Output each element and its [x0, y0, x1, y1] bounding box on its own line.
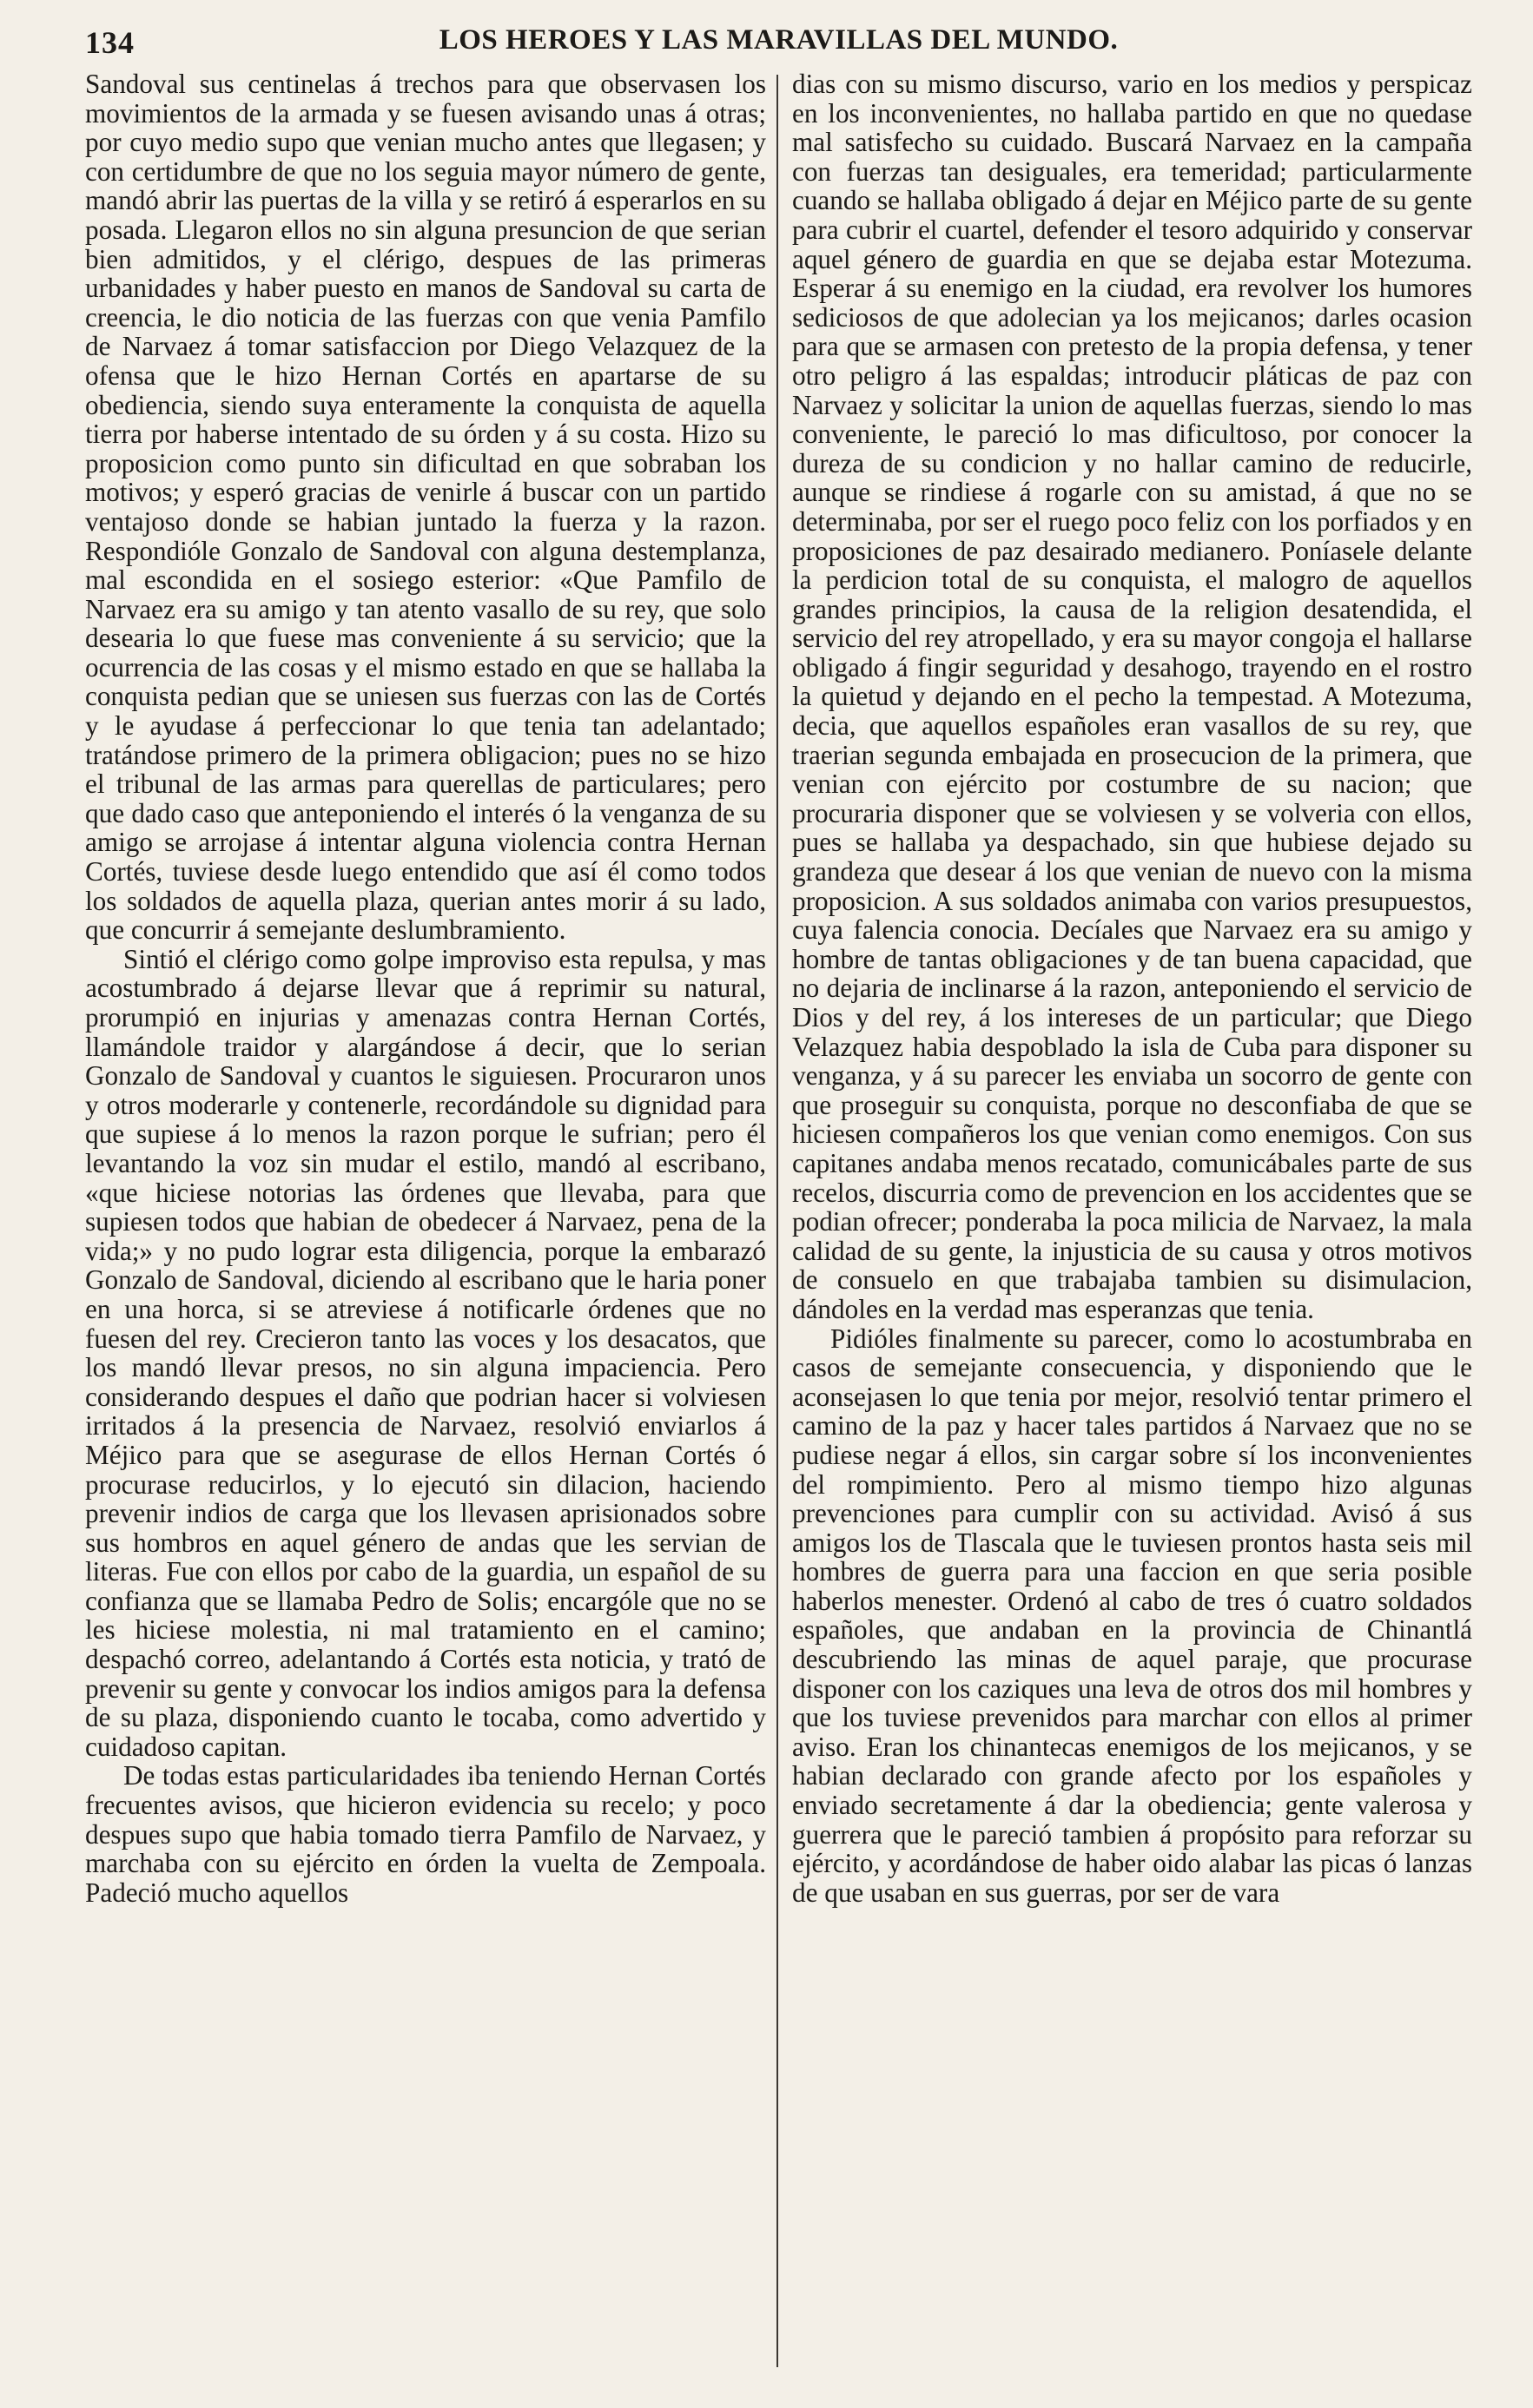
- right-column: [792, 69, 1472, 2379]
- page-number: 134: [85, 25, 135, 60]
- left-column: [85, 69, 766, 2379]
- running-title: LOS HEROES Y LAS MARAVILLAS DEL MUNDO.: [439, 24, 1119, 56]
- paragraph: De todas estas particularidades iba teniendo Hernan Cortés frecuentes avisos, que hicieron evidencia su recelo; y poco despues supo que habia tomado tierra Pamfilo de Narvaez, y marchaba con su ejército en órden la vuelta de Zempoala. Padeció mucho aquellos: [85, 1760, 766, 1908]
- paragraph: Sintió el clérigo como golpe improviso esta repulsa, y mas acostumbrado á dejarse llevar que á reprimir su natural, prorumpió en injurias y amenazas contra Hernan Cortés, llamándole traidor y alargándose á decir, que lo serian Gonzalo de Sandoval y cuantos le siguiesen. Procuraron unos y otros moderarle y contenerle, recordándole su dignidad para que supiese á lo menos la razon porque le sufrian; pero él levantando la voz sin mudar el estilo, mandó al escribano, «que hiciese notorias las órdenes que llevaba, para que supiesen todos que habian de obedecer á Narvaez, pena de la vida;» y no pudo lograr esta diligencia, porque la embarazó Gonzalo de Sandoval, diciendo al escribano que le haria poner en una horca, si se atreviese á notificarle órdenes que no fuesen del rey. Crecieron tanto las voces y los desacatos, que los mandó llevar presos, no sin alguna impaciencia. Pero considerando despues el daño que podrian hacer si volviesen irritados á la presencia de Narvaez, resolvió enviarlos á Méjico para que se asegurase de ellos Hernan Cortés ó procurase reducirlos, y lo ejecutó sin dilacion, haciendo prevenir indios de carga que los llevasen aprisionados sobre sus hombros en aquel género de andas que les servian de literas. Fue con ellos por cabo de la guardia, un español de su confianza que se llamaba Pedro de Solis; encargóle que no se les hiciese molestia, ni mal tratamiento en el camino; despachó correo, adelantando á Cortés esta noticia, y trató de prevenir su gente y convocar los indios amigos para la defensa de su plaza, disponiendo cuanto le tocaba, como advertido y cuidadoso capitan.: [85, 943, 766, 1762]
- column-divider: [776, 75, 778, 2367]
- running-head: [85, 24, 1472, 66]
- paragraph: Sandoval sus centinelas á trechos para que observasen los movimientos de la armada y se fuesen avisando unas á otras; por cuyo medio supo que venian mucho antes que llegasen; y con certidumbre de que no los seguia mayor número de gente, mandó abrir las puertas de la villa y se retiró á esperarlos en su posada. Llegaron ellos no sin alguna presuncion de que serian bien admitidos, y el clérigo, despues de las primeras urbanidades y haber puesto en manos de Sandoval su carta de creencia, le dio noticia de las fuerzas con que venia Pamfilo de Narvaez á tomar satisfaccion por Diego Velazquez de la ofensa que le hizo Hernan Cortés en apartarse de su obediencia, siendo suya enteramente la conquista de aquella tierra por haberse intentado de su órden y á su costa. Hizo su proposicion como punto sin dificultad en que sobraban los motivos; y esperó gracias de venirle á buscar con un partido ventajoso donde se habian juntado la fuerza y la razon. Respondióle Gonzalo de Sandoval con alguna destemplanza, mal escondida en el sosiego esterior: «Que Pamfilo de Narvaez era su amigo y tan atento vasallo de su rey, que solo desearia lo que fuese mas conveniente á su servicio; que la ocurrencia de las cosas y el mismo estado en que se hallaba la conquista pedian que se uniesen sus fuerzas con las de Cortés y le ayudase á perfeccionar lo que tenia tan adelantado; tratándose primero de la primera obligacion; pues no se hizo el tribunal de las armas para querellas de particulares; pero que dado caso que anteponiendo el interés ó la venganza de su amigo se arrojase á intentar alguna violencia contra Hernan Cortés, tuviese desde luego entendido que así él como todos los soldados de aquella plaza, querian antes morir á su lado, que concurrir á semejante deslumbramiento.: [85, 69, 766, 946]
- paragraph: dias con su mismo discurso, vario en los medios y perspicaz en los inconvenientes, no hallaba partido en que no quedase mal satisfecho su cuidado. Buscará Narvaez en la campaña con fuerzas tan desiguales, era temeridad; particularmente cuando se hallaba obligado á dejar en Méjico parte de su gente para cubrir el cuartel, defender el tesoro adquirido y conservar aquel género de guardia en que se dejaba estar Motezuma. Esperar á su enemigo en la ciudad, era revolver los humores sediciosos de que adolecian ya los mejicanos; darles ocasion para que se armasen con pretesto de la propia defensa, y tener otro peligro á las espaldas; introducir pláticas de paz con Narvaez y solicitar la union de aquellas fuerzas, siendo lo mas conveniente, le pareció lo mas dificultoso, por conocer la dureza de su condicion y no hallar camino de reducirle, aunque se rindiese á rogarle con su amistad, á que no se determinaba, por ser el ruego poco feliz con los porfiados y en proposiciones de paz desairado medianero. Poníasele delante la perdicion total de su conquista, el malogro de aquellos grandes principios, la causa de la religion desatendida, el servicio del rey atropellado, y era su mayor congoja el hallarse obligado á fingir seguridad y desahogo, trayendo en el rostro la quietud y dejando en el pecho la tempestad. A Motezuma, decia, que aquellos españoles eran vasallos de su rey, que traerian segunda embajada en prosecucion de la primera, que venian con ejército por costumbre de su nacion; que procuraria disponer que se volviesen y se volveria con ellos, pues se hallaba ya despachado, sin que hubiese dejado su grandeza que desear á los que venian de nuevo con la misma proposicion. A sus soldados animaba con varios presupuestos, cuya falencia conocia. Decíales que Narvaez era su amigo y hombre de tantas obligaciones y de tan buena capacidad, que no dejaria de inclinarse á la razon, anteponiendo el servicio de Dios y del rey, á los intereses de un particular; que Diego Velazquez habia despoblado la isla de Cuba para disponer su venganza, y á su parecer les enviaba un socorro de gente con que proseguir su conquista, porque no desconfiaba de que se hiciesen compañeros los que venian como enemigos. Con sus capitanes andaba menos recatado, comunicábales parte de sus recelos, discurria como de prevencion en los accidentes que se podian ofrecer; ponderaba la poca milicia de Narvaez, la mala calidad de su gente, la injusticia de su causa y otros motivos de consuelo en que trabajaba tambien su disimulacion, dándoles en la verdad mas esperanzas que tenia.: [792, 69, 1472, 1324]
- paragraph: Pidióles finalmente su parecer, como lo acostumbraba en casos de semejante consecuencia, y disponiendo que le aconsejasen lo que tenia por mejor, resolvió tentar primero el camino de la paz y hacer tales partidos á Narvaez que no se pudiese negar á ellos, sin cargar sobre sí los inconvenientes del rompimiento. Pero al mismo tiempo hizo algunas prevenciones para cumplir con su actividad. Avisó á sus amigos los de Tlascala que le tuviesen prontos hasta seis mil hombres de guerra para una faccion en que seria posible haberlos menester. Ordenó al cabo de tres ó cuatro soldados españoles, que andaban en la provincia de Chinantlá descubriendo las minas de aquel paraje, que procurase disponer con los caziques una leva de otros dos mil hombres y que los tuviese prevenidos para marchar con ellos al primer aviso. Eran los chinantecas enemigos de los mejicanos, y se habian declarado con grande afecto por los españoles y enviado secretamente á dar la obediencia; gente valerosa y guerrera que le pareció tambien á propósito para reforzar su ejército, y acordándose de haber oido alabar las picas ó lanzas de que usaban en sus guerras, por ser de vara: [792, 1323, 1472, 1908]
